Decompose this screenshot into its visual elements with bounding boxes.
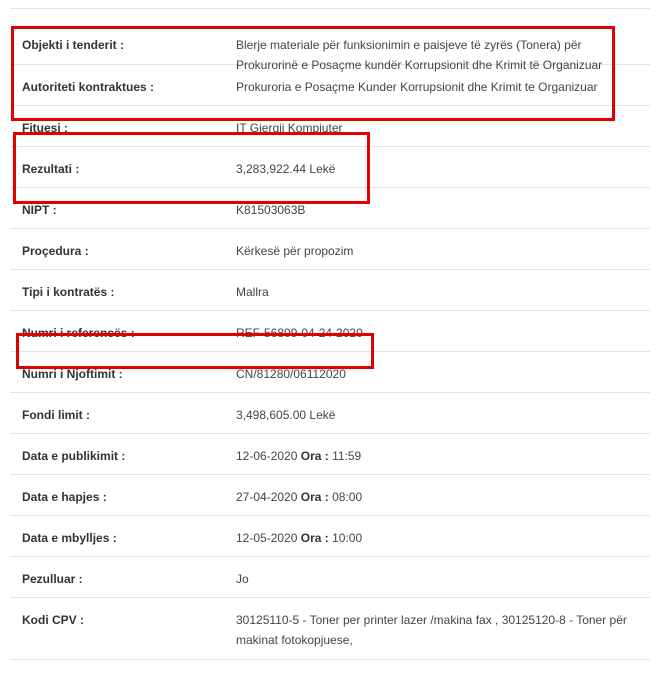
row-njoftimi: [10, 352, 650, 393]
value-rezultati: 3,283,922.44 Lekë: [236, 162, 336, 176]
time-label-mbyllja: Ora :: [300, 531, 329, 545]
time-label-hapja: Ora :: [300, 490, 329, 504]
value-mbyllja: [236, 528, 632, 548]
time-hapja: 08:00: [332, 490, 363, 504]
row-mbyllja: [10, 516, 650, 557]
label-objekti: Objekti i tenderit :: [22, 38, 125, 52]
time-publikimi: 11:59: [332, 449, 362, 463]
row-pezulluar: [10, 557, 650, 598]
time-label-publikimi: Ora :: [300, 449, 329, 463]
label-autoriteti: Autoriteti kontraktues :: [22, 80, 155, 94]
row-cpv: [10, 598, 650, 660]
label-njoftimi: Numri i Njoftimit :: [22, 367, 123, 381]
row-autoriteti: [10, 65, 650, 106]
value-objekti: Blerje materiale për funksionimin e paisjeve të zyrës (Tonera) për Prokurorinë e Posaçme kundër Korrupsionit dhe Krimit të Organizuar: [236, 38, 603, 72]
value-procedura: Kërkesë për propozim: [236, 244, 354, 258]
row-tipi: [10, 270, 650, 311]
label-referenca: Numri i referencës :: [22, 326, 135, 340]
value-fituesi: IT Gjergji Kompjuter: [236, 121, 343, 135]
label-hapja: Data e hapjes :: [22, 490, 107, 504]
row-referenca: [10, 311, 650, 352]
time-mbyllja: 10:00: [332, 531, 363, 545]
label-fituesi: Fituesi :: [22, 121, 69, 135]
value-hapja: [236, 487, 632, 507]
value-pezulluar: Jo: [236, 572, 249, 586]
label-procedura: Proçedura :: [22, 244, 89, 258]
value-njoftimi: CN/81280/06112020: [236, 367, 346, 381]
row-publikimi: [10, 434, 650, 475]
value-publikimi: [236, 446, 632, 466]
label-tipi: Tipi i kontratës :: [22, 285, 115, 299]
tender-details-table: [10, 8, 650, 660]
value-autoriteti: Prokuroria e Posaçme Kunder Korrupsionit dhe Krimit te Organizuar: [236, 80, 598, 94]
label-publikimi: Data e publikimit :: [22, 449, 126, 463]
label-cpv: Kodi CPV :: [22, 613, 84, 627]
date-hapja: 27-04-2020: [236, 490, 298, 504]
label-rezultati: Rezultati :: [22, 162, 80, 176]
value-fondi: 3,498,605.00 Lekë: [236, 408, 336, 422]
row-fituesi: [10, 106, 650, 147]
label-mbyllja: Data e mbylljes :: [22, 531, 117, 545]
label-nipt: NIPT :: [22, 203, 57, 217]
row-rezultati: [10, 147, 650, 188]
date-publikimi: 12-06-2020: [236, 449, 298, 463]
date-mbyllja: 12-05-2020: [236, 531, 298, 545]
value-tipi: Mallra: [236, 285, 269, 299]
label-pezulluar: Pezulluar :: [22, 572, 83, 586]
row-fondi: [10, 393, 650, 434]
row-nipt: [10, 188, 650, 229]
value-cpv: 30125110-5 - Toner per printer lazer /makina fax , 30125120-8 - Toner për makinat fotokopjuese,: [236, 613, 627, 647]
row-objekti: [10, 9, 650, 72]
row-hapja: [10, 475, 650, 516]
value-referenca: REF-56809-04-24-2020: [236, 326, 363, 340]
value-nipt: K81503063B: [236, 203, 306, 217]
label-fondi: Fondi limit :: [22, 408, 90, 422]
row-procedura: [10, 229, 650, 270]
